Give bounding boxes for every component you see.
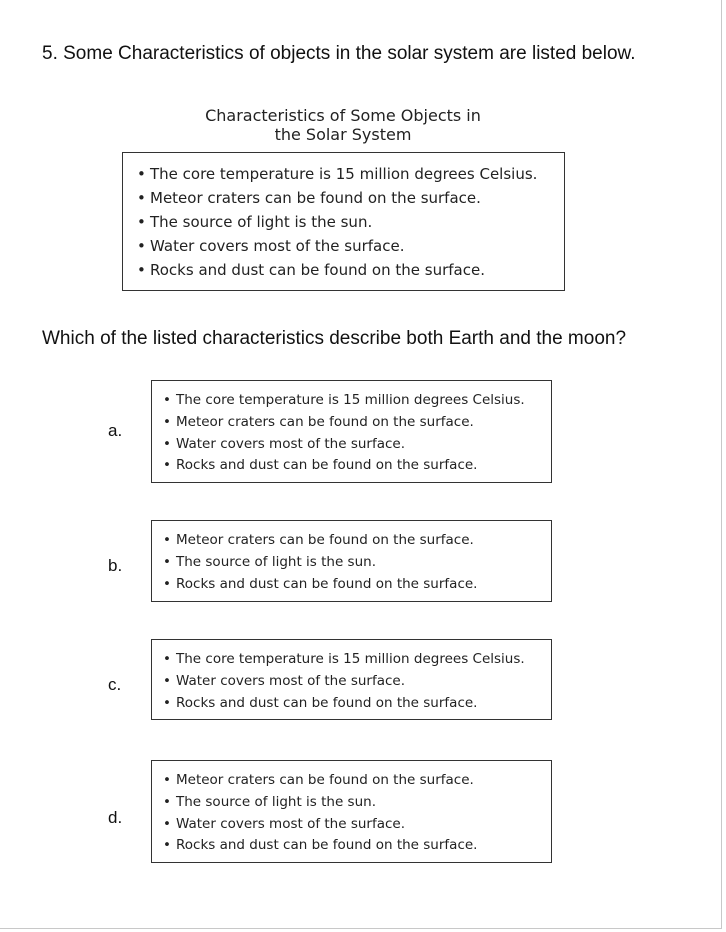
option-a-box[interactable] [151, 380, 552, 483]
table-title-line-1: Characteristics of Some Objects in [205, 106, 481, 125]
page-border-bottom [0, 928, 722, 929]
option-item: • The core temperature is 15 million degrees Celsius. [176, 390, 551, 412]
characteristics-table [122, 152, 565, 291]
option-item: • Meteor craters can be found on the surface. [176, 530, 551, 552]
characteristic-item: • The core temperature is 15 million degrees Celsius. [150, 162, 564, 186]
characteristic-item: • Rocks and dust can be found on the surface. [150, 258, 564, 282]
characteristic-item: • The source of light is the sun. [150, 210, 564, 234]
option-d-box[interactable] [151, 760, 552, 863]
option-item: • The source of light is the sun. [176, 552, 551, 574]
option-item: • Water covers most of the surface. [176, 814, 551, 836]
option-b-box[interactable] [151, 520, 552, 602]
option-item: • Water covers most of the surface. [176, 434, 551, 456]
characteristic-item: • Meteor craters can be found on the surface. [150, 186, 564, 210]
option-item: • Meteor craters can be found on the surface. [176, 412, 551, 434]
option-item: • Rocks and dust can be found on the surface. [176, 693, 551, 715]
option-d-letter[interactable]: d. [108, 808, 123, 827]
option-b-letter[interactable]: b. [108, 556, 123, 575]
option-item: • The source of light is the sun. [176, 792, 551, 814]
table-title [170, 106, 516, 144]
option-item: • Rocks and dust can be found on the surface. [176, 574, 551, 596]
option-c-letter[interactable]: c. [108, 675, 122, 694]
option-item: • Meteor craters can be found on the surface. [176, 770, 551, 792]
page-border-right [721, 0, 722, 928]
option-item: • Rocks and dust can be found on the surface. [176, 835, 551, 857]
characteristic-item: • Water covers most of the surface. [150, 234, 564, 258]
table-title-line-2: the Solar System [274, 125, 412, 144]
option-a-letter[interactable]: a. [108, 421, 123, 440]
option-c-box[interactable] [151, 639, 552, 720]
option-item: • The core temperature is 15 million degrees Celsius. [176, 649, 551, 671]
option-item: • Rocks and dust can be found on the surface. [176, 455, 551, 477]
option-item: • Water covers most of the surface. [176, 671, 551, 693]
prompt-text: Which of the listed characteristics describe both Earth and the moon? [42, 328, 627, 349]
question-text: 5. Some Characteristics of objects in the solar system are listed below. [42, 43, 636, 64]
